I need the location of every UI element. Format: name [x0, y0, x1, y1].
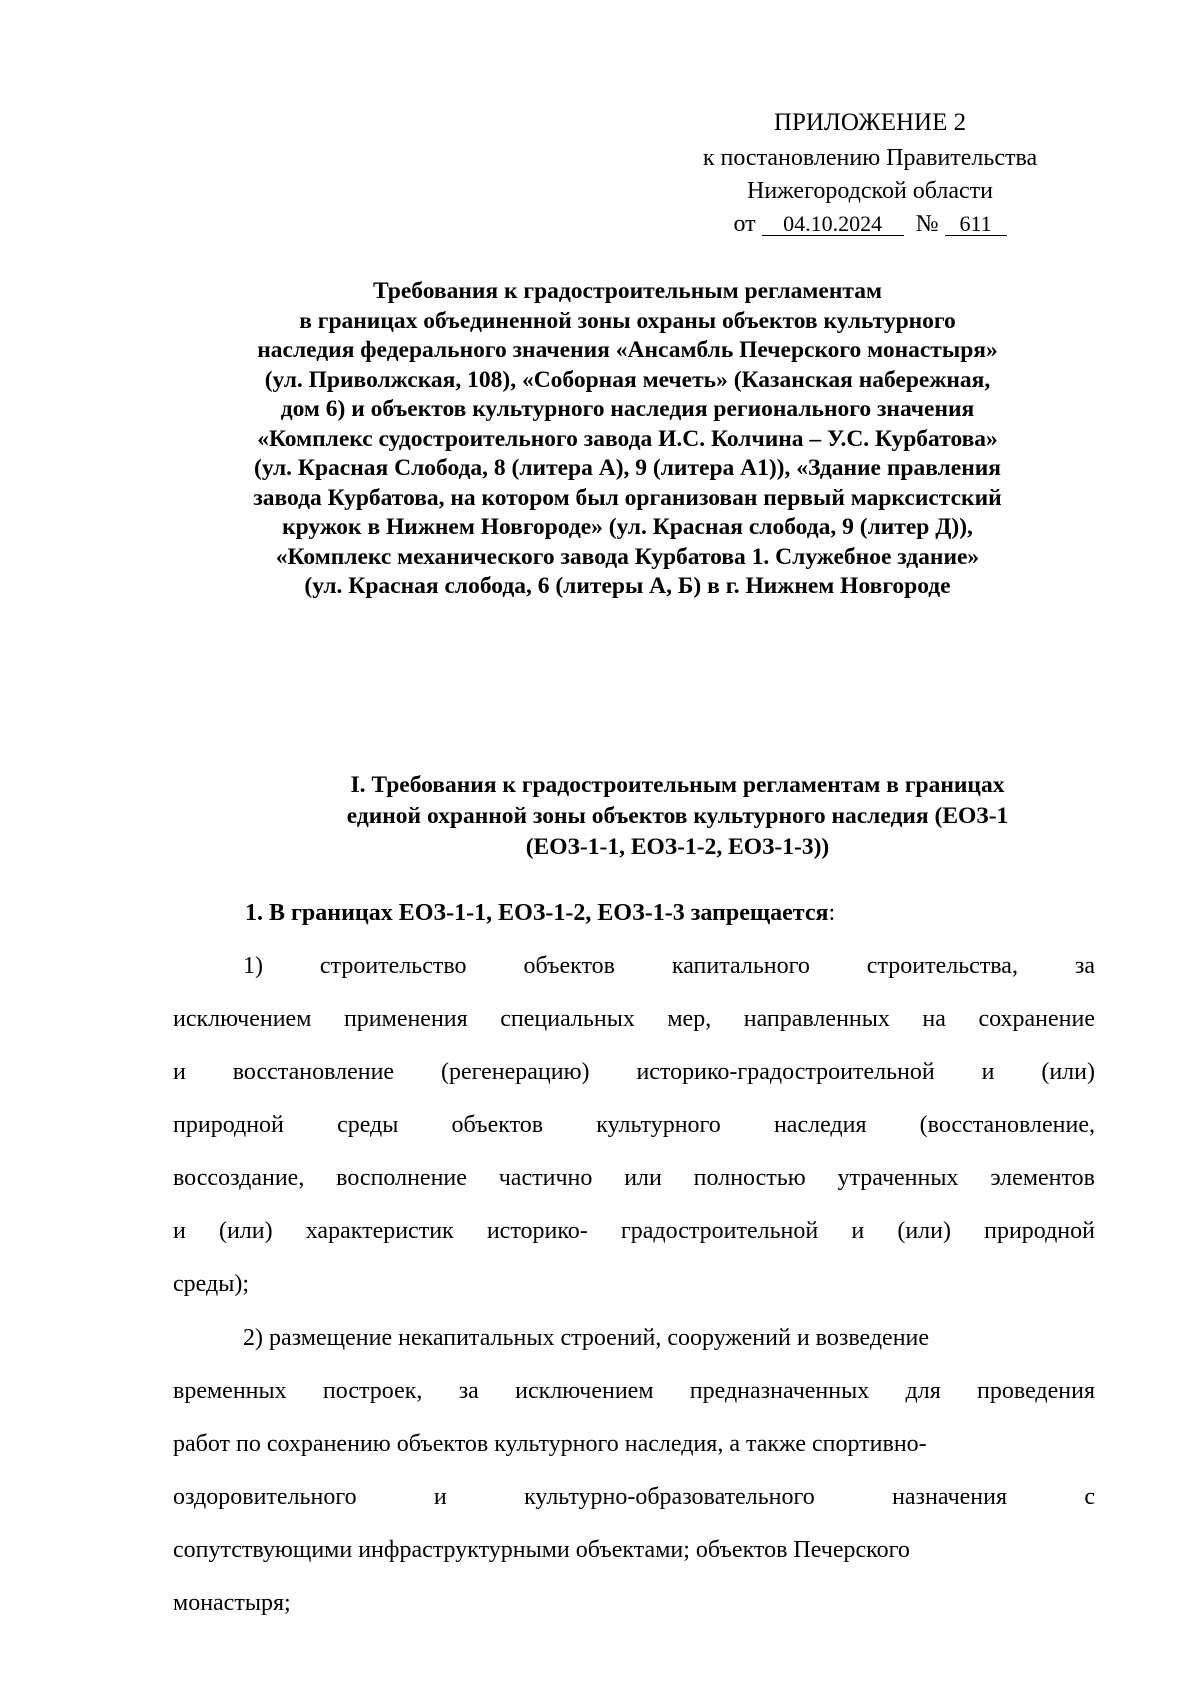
title-line: (ул. Красная слобода, 6 (литеры А, Б) в г. Нижнем Новгороде	[304, 573, 951, 599]
paragraph-line: сопутствующими инфраструктурными объектами; объектов Печерского	[173, 1537, 910, 1563]
title-line: (ул. Красная Слобода, 8 (литера А), 9 (литера А1)), «Здание правления	[254, 455, 1001, 481]
paragraph-line: 2) размещение некапитальных строений, сооружений и возведение	[243, 1325, 930, 1351]
paragraph-line: среды);	[173, 1271, 249, 1297]
item-2-paragraph	[173, 1322, 1095, 1640]
clause-1-text: 1. В границах ЕОЗ-1-1, ЕОЗ-1-2, ЕОЗ-1-3 запрещается	[245, 900, 829, 926]
section-title-line: единой охранной зоны объектов культурного наследия (ЕОЗ-1	[346, 803, 1009, 829]
title-line: завода Курбатова, на котором был организован первый марксистский	[253, 484, 1002, 511]
from-label: от	[733, 211, 756, 237]
title-line: наследия федерального значения «Ансамбль Печерского монастыря»	[257, 337, 998, 363]
paragraph-line: воссоздание, восполнение частично или полностью утраченных элементов	[173, 1165, 1095, 1191]
item-1-paragraph	[173, 950, 1095, 1321]
document-title	[160, 277, 1095, 602]
paragraph-line: 1) строительство объектов капитального строительства, за	[243, 953, 1095, 979]
paragraph-line: и (или) характеристик историко- градостроительной и (или) природной	[173, 1218, 1095, 1244]
paragraph-line: и восстановление (регенерацию) историко-градостроительной и (или)	[173, 1059, 1095, 1085]
paragraph-line: исключением применения специальных мер, направленных на сохранение	[173, 1006, 1095, 1032]
appendix-header	[640, 107, 1100, 240]
title-line: в границах объединенной зоны охраны объектов культурного	[299, 307, 956, 334]
paragraph-line: природной среды объектов культурного наследия (восстановление,	[173, 1112, 1095, 1138]
paragraph-line: монастыря;	[173, 1590, 291, 1616]
clause-1-heading	[245, 900, 835, 927]
section-title	[260, 770, 1095, 863]
resolution-number: 611	[945, 213, 1007, 236]
title-line: дом 6) и объектов культурного наследия регионального значения	[280, 396, 975, 422]
appendix-date-line	[640, 209, 1100, 240]
section-title-line: I. Требования к градостроительным регламентам в границах	[350, 772, 1005, 798]
title-line: «Комплекс механического завода Курбатова 1. Служебное здание»	[275, 543, 980, 570]
title-line: (ул. Приволжская, 108), «Соборная мечеть» (Казанская набережная,	[264, 366, 991, 393]
paragraph-line: оздоровительного и культурно-образовательного назначения с	[173, 1484, 1095, 1510]
paragraph-line: работ по сохранению объектов культурного наследия, а также спортивно-	[173, 1431, 927, 1457]
resolution-date: 04.10.2024	[762, 213, 904, 236]
clause-1-colon: :	[828, 900, 836, 926]
appendix-title: ПРИЛОЖЕНИЕ 2	[773, 109, 967, 136]
appendix-line-1: к постановлению Правительства	[702, 145, 1038, 171]
number-label: №	[915, 211, 939, 237]
title-line: «Комплекс судостроительного завода И.С. Колчина – У.С. Курбатова»	[257, 425, 998, 452]
appendix-line-2: Нижегородской области	[746, 178, 994, 204]
paragraph-line: временных построек, за исключением предназначенных для проведения	[173, 1378, 1095, 1404]
section-title-line: (ЕОЗ-1-1, ЕОЗ-1-2, ЕОЗ-1-3))	[525, 834, 830, 860]
title-line: кружок в Нижнем Новгороде» (ул. Красная слобода, 9 (литер Д)),	[282, 514, 973, 540]
title-line: Требования к градостроительным регламентам	[373, 278, 882, 304]
